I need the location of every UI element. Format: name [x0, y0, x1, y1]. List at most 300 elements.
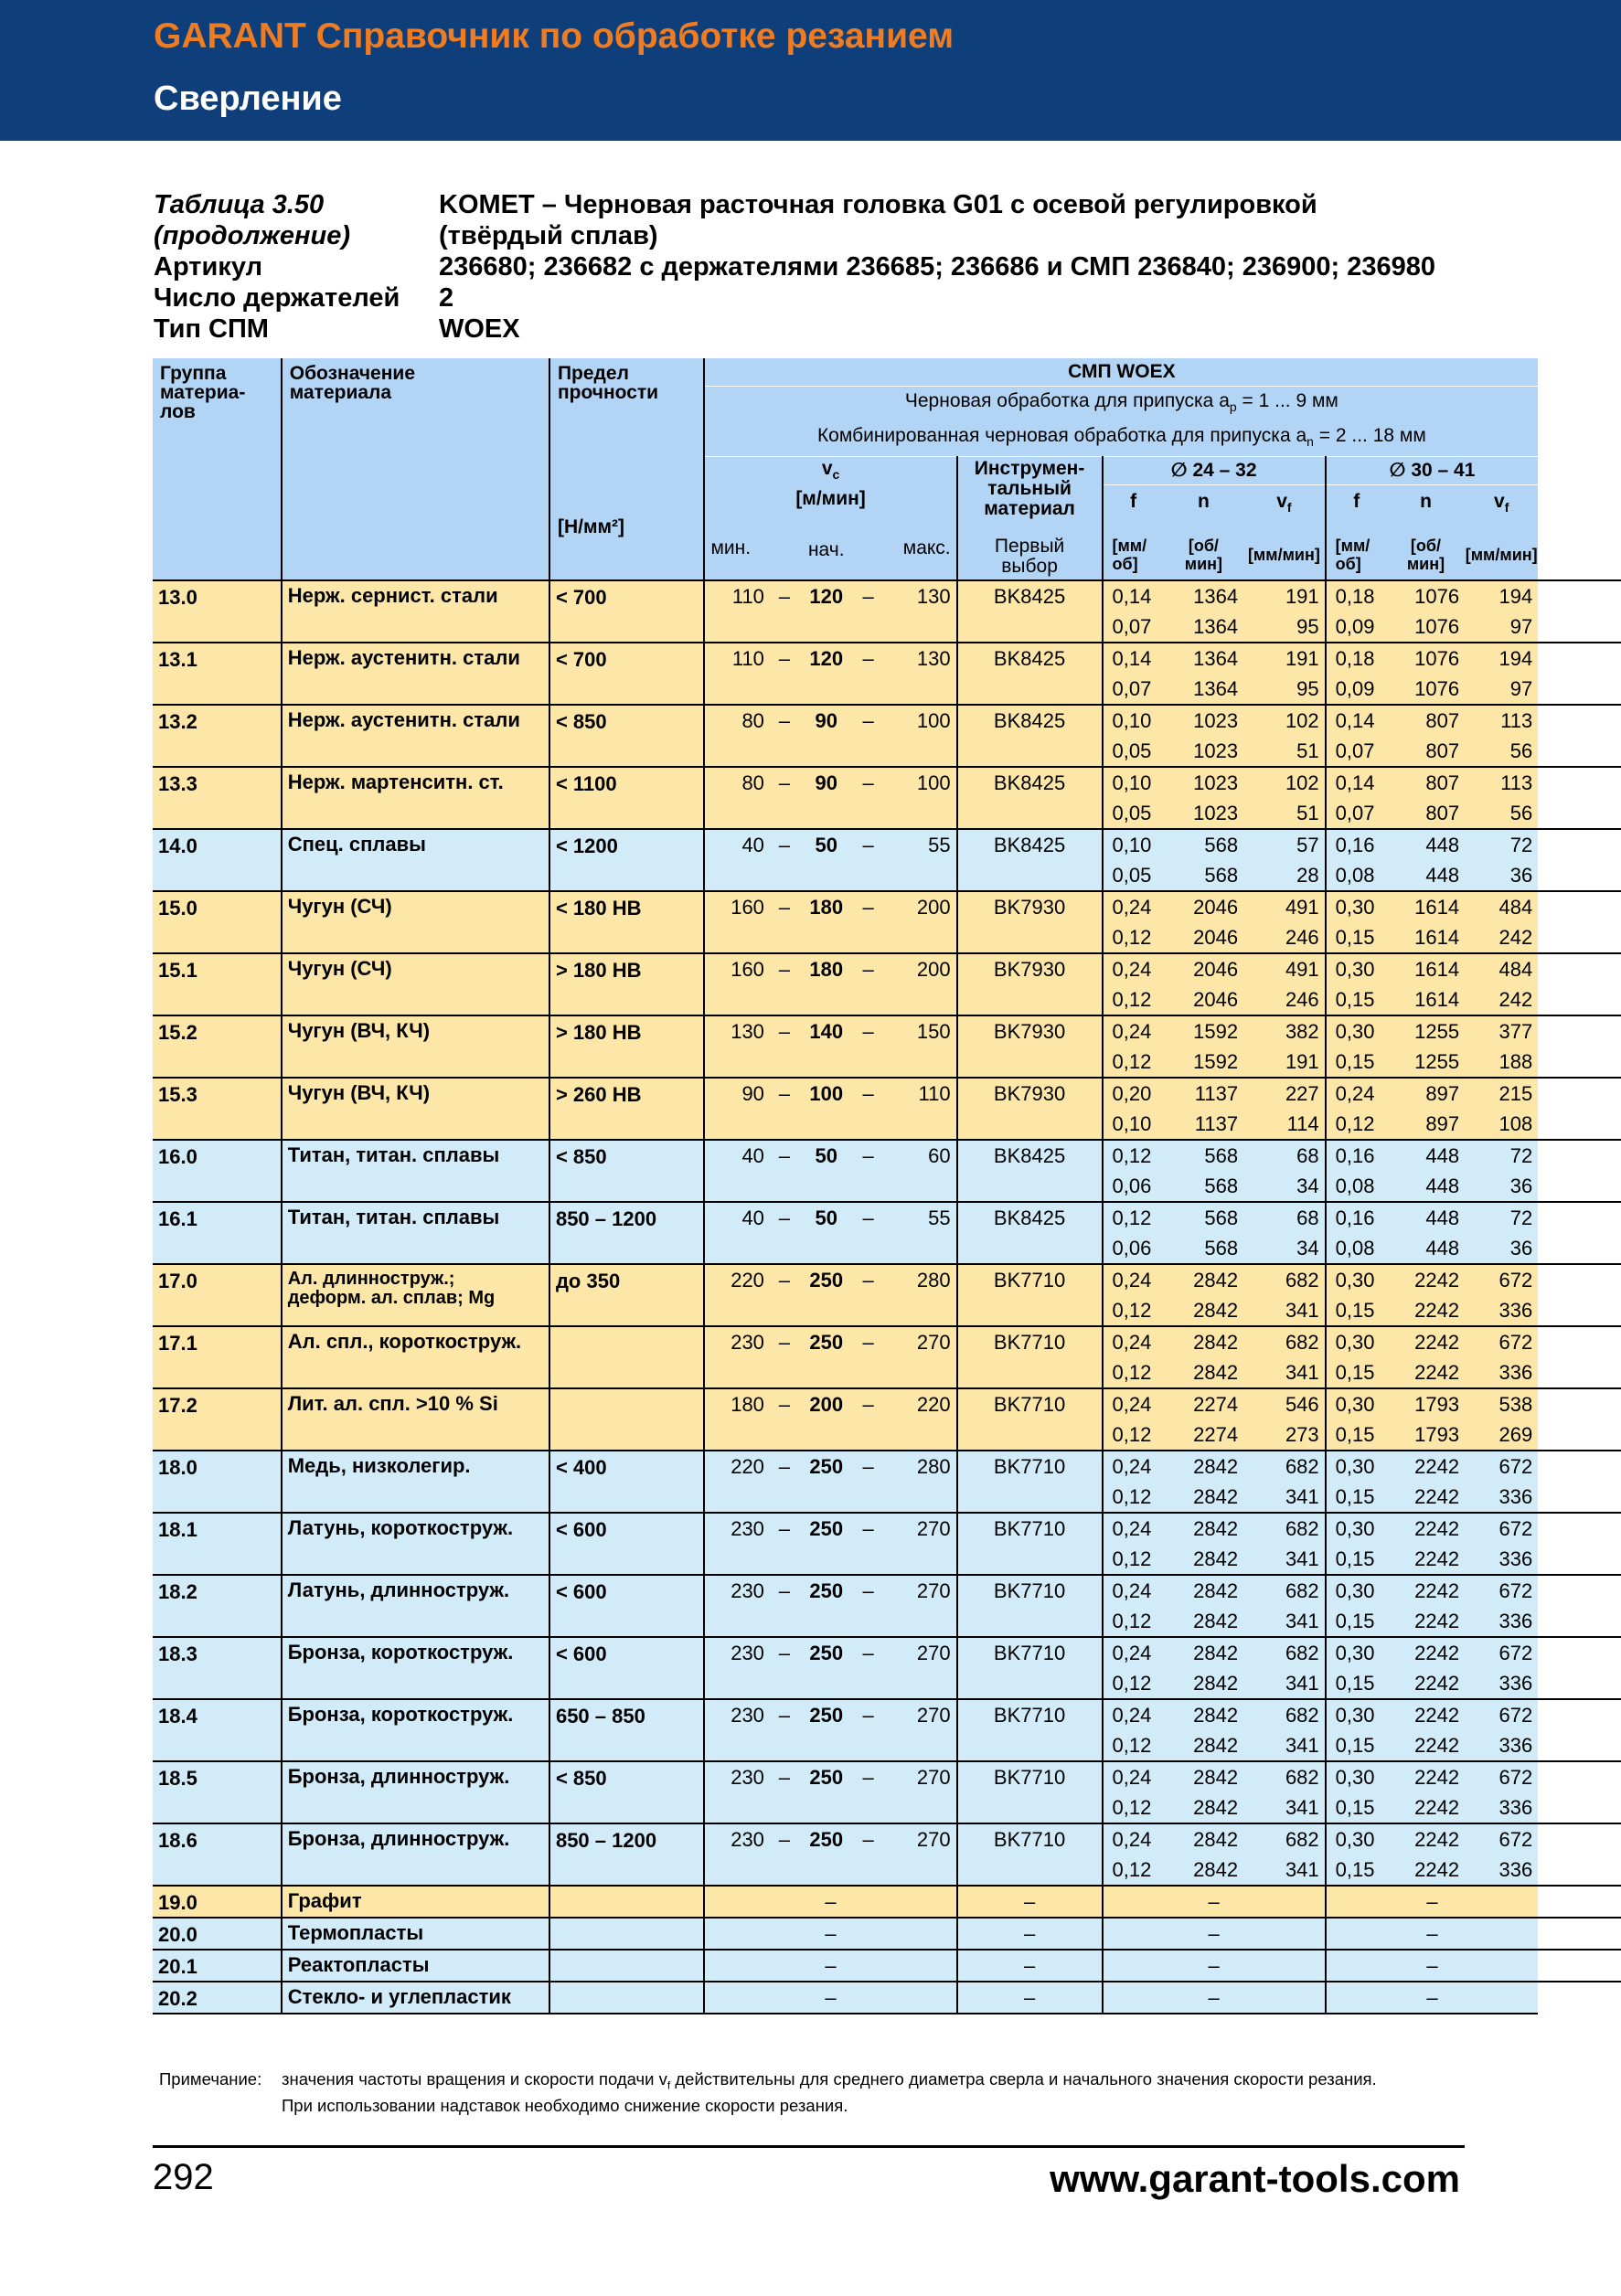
- f-value: 0,30: [1326, 1513, 1387, 1544]
- n-value: 2842: [1164, 1575, 1243, 1606]
- vf-value: 108: [1465, 1109, 1538, 1140]
- vc-nominal: 140: [799, 1015, 854, 1078]
- tensile-limit: > 180 HB: [549, 1015, 705, 1078]
- range-dash: –: [770, 1699, 799, 1761]
- table-meta: [154, 189, 1479, 345]
- n-value: 2242: [1387, 1668, 1465, 1699]
- material-name: [282, 1575, 549, 1637]
- header-title: GARANT Справочник по обработке резанием: [154, 16, 954, 56]
- material-name-line: Медь, низколегир.: [287, 1453, 471, 1477]
- vf-value: 341: [1243, 1295, 1326, 1326]
- vc-nominal: 250: [799, 1513, 854, 1575]
- tensile-limit: < 600: [549, 1575, 705, 1637]
- range-dash: –: [770, 1575, 799, 1637]
- f-value: 0,15: [1326, 1668, 1387, 1699]
- vc-max: 280: [883, 1264, 957, 1326]
- material-name: [282, 953, 549, 1015]
- f-value: 0,12: [1103, 1730, 1164, 1761]
- vf-value: 34: [1243, 1233, 1326, 1264]
- vc-max: 110: [883, 1078, 957, 1140]
- vc-nominal: 50: [799, 829, 854, 891]
- material-name: [282, 1761, 549, 1823]
- f-value: 0,12: [1103, 1855, 1164, 1886]
- tool-material: BK7710: [957, 1326, 1103, 1388]
- vf-value: 72: [1465, 829, 1538, 860]
- vf-value: 242: [1465, 922, 1538, 953]
- vc-max: 200: [883, 953, 957, 1015]
- n-value: 1023: [1164, 705, 1243, 736]
- range-dash: –: [770, 1513, 799, 1575]
- range-dash: –: [854, 829, 883, 891]
- n-value: 2842: [1164, 1295, 1243, 1326]
- n-value: 2046: [1164, 953, 1243, 984]
- table-row: [153, 1823, 1621, 1855]
- vc-nominal: 180: [799, 953, 854, 1015]
- material-group: 18.5: [153, 1761, 282, 1823]
- f-value: 0,12: [1103, 1792, 1164, 1823]
- f-value: 0,07: [1326, 736, 1387, 767]
- f-value: 0,14: [1326, 705, 1387, 736]
- range-dash: –: [770, 1637, 799, 1699]
- tensile-limit: 650 – 850: [549, 1699, 705, 1761]
- tool-material: BK8425: [957, 767, 1103, 829]
- vc-max: 270: [883, 1761, 957, 1823]
- f-unit-1: [мм/ об]: [1103, 537, 1164, 580]
- f-value: 0,16: [1326, 829, 1387, 860]
- material-name: [282, 1264, 549, 1326]
- vc-nominal: 120: [799, 643, 854, 705]
- table-continuation: (продолжение): [154, 221, 350, 250]
- material-name-line: Титан, титан. сплавы: [287, 1205, 500, 1228]
- dia-30-41-header: ∅ 30 – 41: [1326, 457, 1539, 485]
- f-value: 0,30: [1326, 1264, 1387, 1295]
- material-name: [282, 1015, 549, 1078]
- vf-value: 97: [1465, 674, 1538, 705]
- tensile-limit: [549, 1886, 705, 1918]
- vf-value: 484: [1465, 891, 1538, 922]
- range-dash: –: [854, 1078, 883, 1140]
- f-value: 0,07: [1326, 798, 1387, 829]
- header-bar: [0, 0, 1621, 141]
- f-value: 0,30: [1326, 953, 1387, 984]
- vc-nominal: 250: [799, 1451, 854, 1513]
- n-value: 1076: [1387, 580, 1465, 611]
- f-value: 0,24: [1103, 1823, 1164, 1855]
- note-line2: При использовании надставок необходимо снижение скорости резания.: [282, 2095, 848, 2115]
- f-value: 0,05: [1103, 736, 1164, 767]
- vf-value: 336: [1465, 1295, 1538, 1326]
- vc-min: 160: [704, 953, 769, 1015]
- f-value: 0,10: [1103, 767, 1164, 798]
- f-value: 0,24: [1103, 1513, 1164, 1544]
- range-dash: –: [854, 1513, 883, 1575]
- vc-max: 270: [883, 1637, 957, 1699]
- vf-value: 242: [1465, 984, 1538, 1015]
- vc-min: 230: [704, 1699, 769, 1761]
- vc-max: 270: [883, 1326, 957, 1388]
- f-value: 0,14: [1326, 767, 1387, 798]
- col-group-header: Группа материа- лов: [160, 363, 246, 422]
- material-name-line: Бронза, короткоструж.: [287, 1702, 514, 1726]
- dia2-dash: –: [1326, 1918, 1539, 1950]
- vc-min: 110: [704, 580, 769, 643]
- f-value: 0,24: [1103, 1575, 1164, 1606]
- n-value: 448: [1387, 829, 1465, 860]
- n-value: 2046: [1164, 922, 1243, 953]
- tool-material: BK8425: [957, 705, 1103, 767]
- vc-nominal: 90: [799, 767, 854, 829]
- f-value: 0,06: [1103, 1233, 1164, 1264]
- n-value: 2842: [1164, 1544, 1243, 1575]
- note-line1: значения частоты вращения и скорости подачи $v_f$ действительны для среднего диаметра сверла и начального значения скорости резания.: [282, 2069, 1377, 2092]
- vf-value: 491: [1243, 891, 1326, 922]
- tool-material: BK8425: [957, 829, 1103, 891]
- f-value: 0,12: [1103, 1047, 1164, 1078]
- dia1-dash: –: [1103, 1886, 1326, 1918]
- f-value: 0,30: [1326, 1761, 1387, 1792]
- table-row: [153, 953, 1621, 984]
- material-group: 17.0: [153, 1264, 282, 1326]
- n-value: 568: [1164, 1233, 1243, 1264]
- f-value: 0,12: [1103, 1295, 1164, 1326]
- vc-nominal: 180: [799, 891, 854, 953]
- f-value: 0,30: [1326, 1015, 1387, 1047]
- material-name-line: Термопласты: [287, 1920, 424, 1944]
- vf-value: 269: [1465, 1419, 1538, 1451]
- table-row: [153, 891, 1621, 922]
- vf-value: 377: [1465, 1015, 1538, 1047]
- n-value: 568: [1164, 860, 1243, 891]
- tool-material: BK8425: [957, 1140, 1103, 1202]
- range-dash: –: [854, 1575, 883, 1637]
- f-value: 0,30: [1326, 1823, 1387, 1855]
- n-value: 2842: [1164, 1357, 1243, 1388]
- tensile-limit: < 850: [549, 1761, 705, 1823]
- vf-value: 191: [1243, 643, 1326, 674]
- vc-max: 200: [883, 891, 957, 953]
- n-value: 897: [1387, 1078, 1465, 1109]
- vf-value: 34: [1243, 1171, 1326, 1202]
- vc-max: 100: [883, 767, 957, 829]
- n-value: 2242: [1387, 1575, 1465, 1606]
- table-row: [153, 580, 1621, 611]
- tensile-limit: < 600: [549, 1637, 705, 1699]
- f-value: 0,16: [1326, 1140, 1387, 1171]
- material-group: 18.4: [153, 1699, 282, 1761]
- vf-value: 56: [1465, 798, 1538, 829]
- n-value: 2242: [1387, 1823, 1465, 1855]
- header-subtitle: Сверление: [154, 80, 342, 118]
- material-name-line: Чугун (СЧ): [287, 894, 392, 918]
- vf-value: 682: [1243, 1513, 1326, 1544]
- tensile-limit: < 600: [549, 1513, 705, 1575]
- vf-value: 51: [1243, 798, 1326, 829]
- material-group: 18.0: [153, 1451, 282, 1513]
- vf-value: 36: [1465, 1171, 1538, 1202]
- f-value: 0,20: [1103, 1078, 1164, 1109]
- tool-material: BK8425: [957, 1202, 1103, 1264]
- range-dash: –: [770, 1140, 799, 1202]
- f-value: 0,24: [1103, 1761, 1164, 1792]
- table-row: [153, 1078, 1621, 1109]
- vf-value: 28: [1243, 860, 1326, 891]
- range-dash: –: [854, 1451, 883, 1513]
- vf-value: 682: [1243, 1575, 1326, 1606]
- page-number: 292: [153, 2157, 214, 2197]
- n-value: 2242: [1387, 1730, 1465, 1761]
- range-dash: –: [770, 1264, 799, 1326]
- vf-value: 336: [1465, 1792, 1538, 1823]
- col-material-header: Обозначение материала: [282, 358, 549, 580]
- vf-header-2: $v_f$: [1465, 485, 1538, 537]
- f-value: 0,24: [1103, 1637, 1164, 1668]
- n-value: 2242: [1387, 1513, 1465, 1544]
- f-value: 0,06: [1103, 1171, 1164, 1202]
- material-group: 18.2: [153, 1575, 282, 1637]
- vf-value: 113: [1465, 767, 1538, 798]
- n-value: 2842: [1164, 1637, 1243, 1668]
- footer-url[interactable]: www.garant-tools.com: [1050, 2157, 1460, 2200]
- f-value: 0,14: [1103, 580, 1164, 611]
- vf-value: 336: [1465, 1668, 1538, 1699]
- range-dash: –: [770, 829, 799, 891]
- vc-max: 150: [883, 1015, 957, 1078]
- col-limit-header: Предел прочности [Н/мм²]: [549, 358, 705, 580]
- vf-value: 341: [1243, 1668, 1326, 1699]
- vc-min: 180: [704, 1388, 769, 1451]
- vf-value: 336: [1465, 1357, 1538, 1388]
- f-value: 0,12: [1103, 984, 1164, 1015]
- vf-value: 72: [1465, 1202, 1538, 1233]
- material-name: [282, 580, 549, 643]
- vc-min: 80: [704, 767, 769, 829]
- n-value: 2842: [1164, 1606, 1243, 1637]
- n-value: 2242: [1387, 1482, 1465, 1513]
- vf-value: 672: [1465, 1761, 1538, 1792]
- f-value: 0,24: [1103, 1015, 1164, 1047]
- vc-min: 230: [704, 1513, 769, 1575]
- n-value: 1076: [1387, 643, 1465, 674]
- n-value: 1364: [1164, 580, 1243, 611]
- n-value: 1076: [1387, 611, 1465, 643]
- f-value: 0,14: [1103, 643, 1164, 674]
- n-value: 1592: [1164, 1015, 1243, 1047]
- vc-dash: –: [704, 1918, 956, 1950]
- vc-nominal: 250: [799, 1823, 854, 1886]
- n-value: 2242: [1387, 1357, 1465, 1388]
- material-name: [282, 1202, 549, 1264]
- material-group: 15.3: [153, 1078, 282, 1140]
- material-group: 17.2: [153, 1388, 282, 1451]
- n-value: 2842: [1164, 1761, 1243, 1792]
- vf-value: 114: [1243, 1109, 1326, 1140]
- vc-max: 60: [883, 1140, 957, 1202]
- material-name-line: Графит: [287, 1888, 362, 1912]
- table-row: [153, 1513, 1621, 1544]
- vc-nominal: 50: [799, 1140, 854, 1202]
- table-row: [153, 1140, 1621, 1171]
- tool-material: BK7710: [957, 1823, 1103, 1886]
- vf-value: 336: [1465, 1855, 1538, 1886]
- n-value: 897: [1387, 1109, 1465, 1140]
- material-group: 18.6: [153, 1823, 282, 1886]
- n-value: 1023: [1164, 736, 1243, 767]
- vc-nominal: 90: [799, 705, 854, 767]
- material-name: [282, 643, 549, 705]
- f-value: 0,07: [1103, 674, 1164, 705]
- table-row: [153, 1699, 1621, 1730]
- tensile-limit: [549, 1326, 705, 1388]
- n-value: 1137: [1164, 1109, 1243, 1140]
- vc-min: 160: [704, 891, 769, 953]
- vc-min-header: мин.: [704, 537, 769, 580]
- n-value: 1364: [1164, 643, 1243, 674]
- table-row: [153, 829, 1621, 860]
- f-value: 0,05: [1103, 798, 1164, 829]
- vc-nominal: 250: [799, 1637, 854, 1699]
- f-value: 0,15: [1326, 1419, 1387, 1451]
- vc-max: 220: [883, 1388, 957, 1451]
- material-name: [282, 1326, 549, 1388]
- vf-value: 72: [1465, 1140, 1538, 1171]
- holders-value: 2: [439, 283, 454, 313]
- vc-dash: –: [704, 1982, 956, 2014]
- vc-max: 270: [883, 1513, 957, 1575]
- table-row: [153, 1326, 1621, 1357]
- table-title-line1: KOMET – Черновая расточная головка G01 с осевой регулировкой: [439, 190, 1317, 219]
- n-value: 1137: [1164, 1078, 1243, 1109]
- range-dash: –: [770, 1078, 799, 1140]
- rough-header: Черновая обработка для припуска $a_p = 1$ ... 9 мм: [704, 387, 1538, 422]
- f-value: 0,12: [1103, 1202, 1164, 1233]
- f-value: 0,08: [1326, 860, 1387, 891]
- range-dash: –: [854, 1015, 883, 1078]
- vc-max: 270: [883, 1823, 957, 1886]
- vf-value: 341: [1243, 1730, 1326, 1761]
- vc-min: 40: [704, 829, 769, 891]
- f-value: 0,12: [1326, 1109, 1387, 1140]
- material-name: [282, 1823, 549, 1886]
- n-value: 448: [1387, 1140, 1465, 1171]
- f-value: 0,24: [1103, 953, 1164, 984]
- vc-nominal: 100: [799, 1078, 854, 1140]
- range-dash: –: [854, 705, 883, 767]
- range-dash: –: [770, 1451, 799, 1513]
- vf-unit-1: [мм/мин]: [1247, 545, 1320, 564]
- n-value: 2242: [1387, 1699, 1465, 1730]
- article-value: 236680; 236682 с держателями 236685; 236686 и СМП 236840; 236900; 236980: [439, 252, 1435, 282]
- vc-nom-header: нач.: [807, 538, 845, 560]
- combined-header: Комбинированная черновая обработка для припуска $a_n = 2$ ... 18 мм: [704, 421, 1538, 457]
- range-dash: –: [770, 953, 799, 1015]
- material-group: 15.0: [153, 891, 282, 953]
- n-value: 2242: [1387, 1544, 1465, 1575]
- vf-value: 36: [1465, 860, 1538, 891]
- range-dash: –: [770, 891, 799, 953]
- range-dash: –: [854, 1326, 883, 1388]
- n-value: 568: [1164, 1171, 1243, 1202]
- material-group: 17.1: [153, 1326, 282, 1388]
- f-value: 0,30: [1326, 1575, 1387, 1606]
- tensile-limit: до 350: [549, 1264, 705, 1326]
- material-name-line: Чугун (СЧ): [287, 956, 392, 980]
- vf-value: 246: [1243, 922, 1326, 953]
- vf-value: 672: [1465, 1823, 1538, 1855]
- n-value: 2842: [1164, 1482, 1243, 1513]
- vc-max: 130: [883, 643, 957, 705]
- vc-nominal: 250: [799, 1264, 854, 1326]
- material-group: 18.3: [153, 1637, 282, 1699]
- tool-material: BK7710: [957, 1264, 1103, 1326]
- vc-min: 40: [704, 1202, 769, 1264]
- cutting-data-table: [153, 358, 1621, 2015]
- vc-max-header: макс.: [902, 537, 951, 558]
- range-dash: –: [770, 1761, 799, 1823]
- vf-value: 95: [1243, 674, 1326, 705]
- n-value: 2242: [1387, 1451, 1465, 1482]
- f-value: 0,24: [1103, 1326, 1164, 1357]
- table-row: [153, 1451, 1621, 1482]
- n-header-2: n: [1387, 485, 1465, 537]
- vf-value: 682: [1243, 1326, 1326, 1357]
- vf-value: 194: [1465, 580, 1538, 611]
- n-value: 1023: [1164, 798, 1243, 829]
- f-value: 0,15: [1326, 1730, 1387, 1761]
- n-value: 1614: [1387, 953, 1465, 984]
- material-name: [282, 1078, 549, 1140]
- vf-value: 68: [1243, 1140, 1326, 1171]
- n-value: 1255: [1387, 1047, 1465, 1078]
- material-name-line: Бронза, короткоструж.: [287, 1640, 514, 1664]
- n-value: 448: [1387, 860, 1465, 891]
- table-row: [153, 767, 1621, 798]
- range-dash: –: [770, 1823, 799, 1886]
- vc-nominal: 120: [799, 580, 854, 643]
- vf-value: 341: [1243, 1544, 1326, 1575]
- range-dash: –: [854, 1140, 883, 1202]
- n-value: 1793: [1387, 1388, 1465, 1419]
- vf-value: 56: [1465, 736, 1538, 767]
- material-name: [282, 1140, 549, 1202]
- material-name-line: Бронза, длинноструж.: [287, 1826, 510, 1850]
- f-value: 0,12: [1103, 1606, 1164, 1637]
- vf-unit-2: [мм/мин]: [1465, 545, 1538, 564]
- vc-min: 230: [704, 1761, 769, 1823]
- f-value: 0,18: [1326, 580, 1387, 611]
- vf-value: 341: [1243, 1855, 1326, 1886]
- n-value: 1793: [1387, 1419, 1465, 1451]
- vf-value: 672: [1465, 1513, 1538, 1544]
- table-title-line2: (твёрдый сплав): [439, 221, 658, 250]
- material-name: [282, 1982, 549, 2014]
- dia1-dash: –: [1103, 1918, 1326, 1950]
- tensile-limit: [549, 1950, 705, 1982]
- n-header-1: n: [1164, 485, 1243, 537]
- tensile-limit: < 1100: [549, 767, 705, 829]
- n-value: 2274: [1164, 1419, 1243, 1451]
- tool-material: BK7710: [957, 1451, 1103, 1513]
- table-row: [153, 1575, 1621, 1606]
- vf-value: 336: [1465, 1730, 1538, 1761]
- material-name: [282, 1513, 549, 1575]
- vf-value: 484: [1465, 953, 1538, 984]
- f-value: 0,15: [1326, 1855, 1387, 1886]
- f-value: 0,12: [1103, 1357, 1164, 1388]
- material-name-line: Ал. длинноструж.;: [287, 1268, 455, 1289]
- vf-value: 341: [1243, 1606, 1326, 1637]
- vf-value: 672: [1465, 1575, 1538, 1606]
- vf-value: 36: [1465, 1233, 1538, 1264]
